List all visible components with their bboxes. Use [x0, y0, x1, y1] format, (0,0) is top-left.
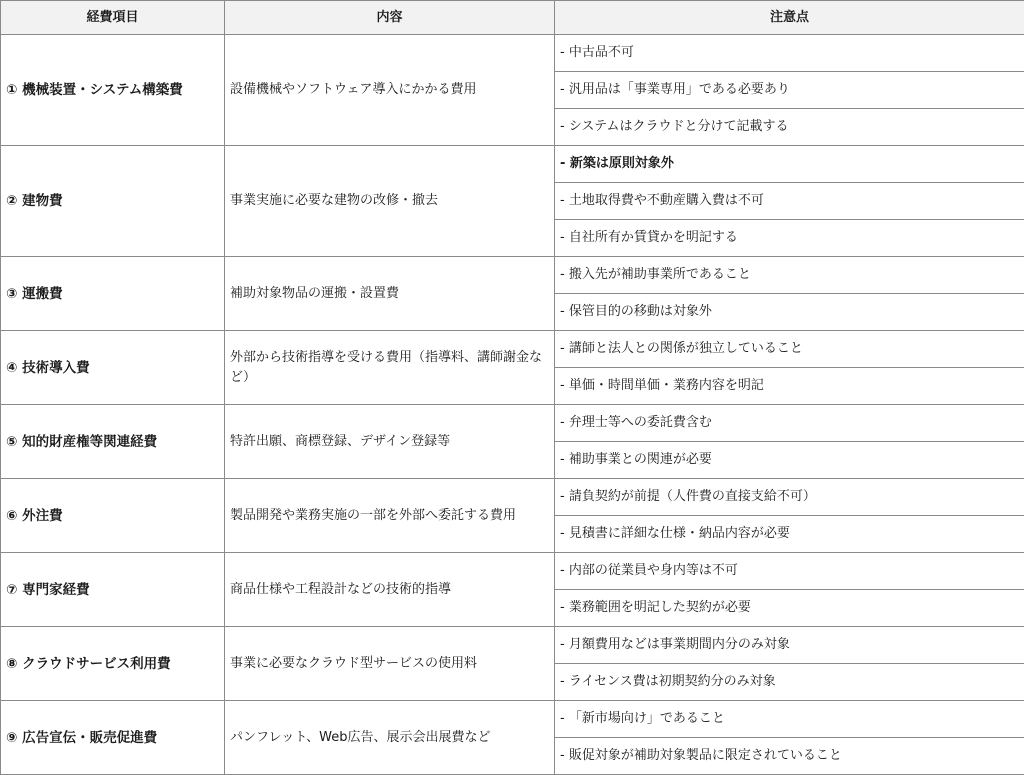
expense-item: ⑥ 外注費 — [1, 479, 225, 553]
table-row — [1, 405, 1024, 442]
expense-note: - 請負契約が前提（人件費の直接支給不可） — [555, 479, 1024, 516]
expense-note: - 自社所有か賃貸かを明記する — [555, 220, 1024, 257]
expense-item: ⑤ 知的財産権等関連経費 — [1, 405, 225, 479]
header-notes: 注意点 — [555, 1, 1024, 35]
header-item: 経費項目 — [1, 1, 225, 35]
expense-item: ⑨ 広告宣伝・販売促進費 — [1, 701, 225, 775]
table-row — [1, 257, 1024, 294]
expense-content: 事業に必要なクラウド型サービスの使用料 — [225, 627, 555, 701]
expense-item: ① 機械装置・システム構築費 — [1, 35, 225, 146]
expense-item: ② 建物費 — [1, 146, 225, 257]
header-content: 内容 — [225, 1, 555, 35]
expense-note: - 新築は原則対象外 — [555, 146, 1024, 183]
expense-content: 外部から技術指導を受ける費用（指導料、講師謝金など） — [225, 331, 555, 405]
expense-note: - 見積書に詳細な仕様・納品内容が必要 — [555, 516, 1024, 553]
expense-note: - ライセンス費は初期契約分のみ対象 — [555, 664, 1024, 701]
table-row — [1, 627, 1024, 664]
table-row — [1, 35, 1024, 72]
table-row — [1, 553, 1024, 590]
expense-note: - 単価・時間単価・業務内容を明記 — [555, 368, 1024, 405]
expense-note: - 月額費用などは事業期間内分のみ対象 — [555, 627, 1024, 664]
expense-content: 製品開発や業務実施の一部を外部へ委託する費用 — [225, 479, 555, 553]
table-row — [1, 146, 1024, 183]
expense-note: - 弁理士等への委託費含む — [555, 405, 1024, 442]
expense-item: ⑧ クラウドサービス利用費 — [1, 627, 225, 701]
expense-item: ⑦ 専門家経費 — [1, 553, 225, 627]
expense-note: - 業務範囲を明記した契約が必要 — [555, 590, 1024, 627]
expense-content: パンフレット、Web広告、展示会出展費など — [225, 701, 555, 775]
expense-content: 商品仕様や工程設計などの技術的指導 — [225, 553, 555, 627]
expense-note: - システムはクラウドと分けて記載する — [555, 109, 1024, 146]
table-row — [1, 479, 1024, 516]
expense-item: ④ 技術導入費 — [1, 331, 225, 405]
expense-content: 事業実施に必要な建物の改修・撤去 — [225, 146, 555, 257]
table-row — [1, 331, 1024, 368]
table-row — [1, 701, 1024, 738]
expense-content: 設備機械やソフトウェア導入にかかる費用 — [225, 35, 555, 146]
expense-item: ③ 運搬費 — [1, 257, 225, 331]
expense-note: - 汎用品は「事業専用」である必要あり — [555, 72, 1024, 109]
expense-note: - 保管目的の移動は対象外 — [555, 294, 1024, 331]
expense-note: - 中古品不可 — [555, 35, 1024, 72]
expense-note: - 講師と法人との関係が独立していること — [555, 331, 1024, 368]
header-row — [1, 1, 1024, 35]
expense-content: 特許出願、商標登録、デザイン登録等 — [225, 405, 555, 479]
expense-note: - 搬入先が補助事業所であること — [555, 257, 1024, 294]
expense-note: - 土地取得費や不動産購入費は不可 — [555, 183, 1024, 220]
expense-note: - 補助事業との関連が必要 — [555, 442, 1024, 479]
expense-note: - 内部の従業員や身内等は不可 — [555, 553, 1024, 590]
expense-content: 補助対象物品の運搬・設置費 — [225, 257, 555, 331]
expense-note: - 販促対象が補助対象製品に限定されていること — [555, 738, 1024, 775]
expense-note: - 「新市場向け」であること — [555, 701, 1024, 738]
